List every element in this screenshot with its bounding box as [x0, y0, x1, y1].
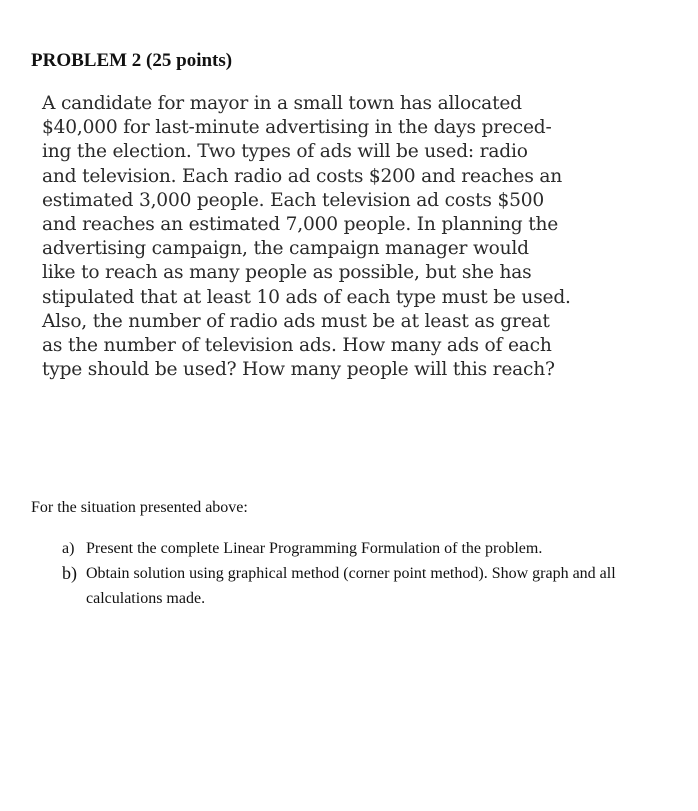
task-marker: b): [62, 563, 77, 583]
task-list: [62, 536, 672, 611]
problem-line: ing the election. Two types of ads will be used: radio: [42, 141, 528, 163]
problem-line: as the number of television ads. How many ads of each: [42, 335, 552, 357]
problem-line: advertising campaign, the campaign manager would: [42, 238, 529, 260]
problem-statement: [42, 92, 587, 382]
problem-line: and television. Each radio ad costs $200 and reaches an: [42, 165, 563, 187]
task-item-b: [62, 561, 672, 611]
task-text: Obtain solution using graphical method (corner point method). Show graph and all calculations made.: [86, 565, 616, 607]
instructions-intro: For the situation presented above:: [31, 499, 248, 516]
problem-line: stipulated that at least 10 ads of each type must be used.: [42, 286, 571, 308]
problem-line: $40,000 for last-minute advertising in the days preced-: [42, 117, 552, 139]
problem-line: Also, the number of radio ads must be at least as great: [42, 310, 550, 332]
task-item-a: [62, 536, 672, 561]
problem-line: and reaches an estimated 7,000 people. In planning the: [42, 214, 559, 236]
problem-line: like to reach as many people as possible, but she has: [42, 262, 532, 284]
problem-line: A candidate for mayor in a small town has allocated: [42, 93, 522, 114]
problem-title: PROBLEM 2 (25 points): [31, 50, 233, 71]
problem-line: type should be used? How many people will this reach?: [42, 359, 555, 381]
task-marker: a): [62, 540, 75, 557]
task-text: Present the complete Linear Programming Formulation of the problem.: [86, 540, 543, 557]
problem-line: estimated 3,000 people. Each television ad costs $500: [42, 189, 544, 211]
